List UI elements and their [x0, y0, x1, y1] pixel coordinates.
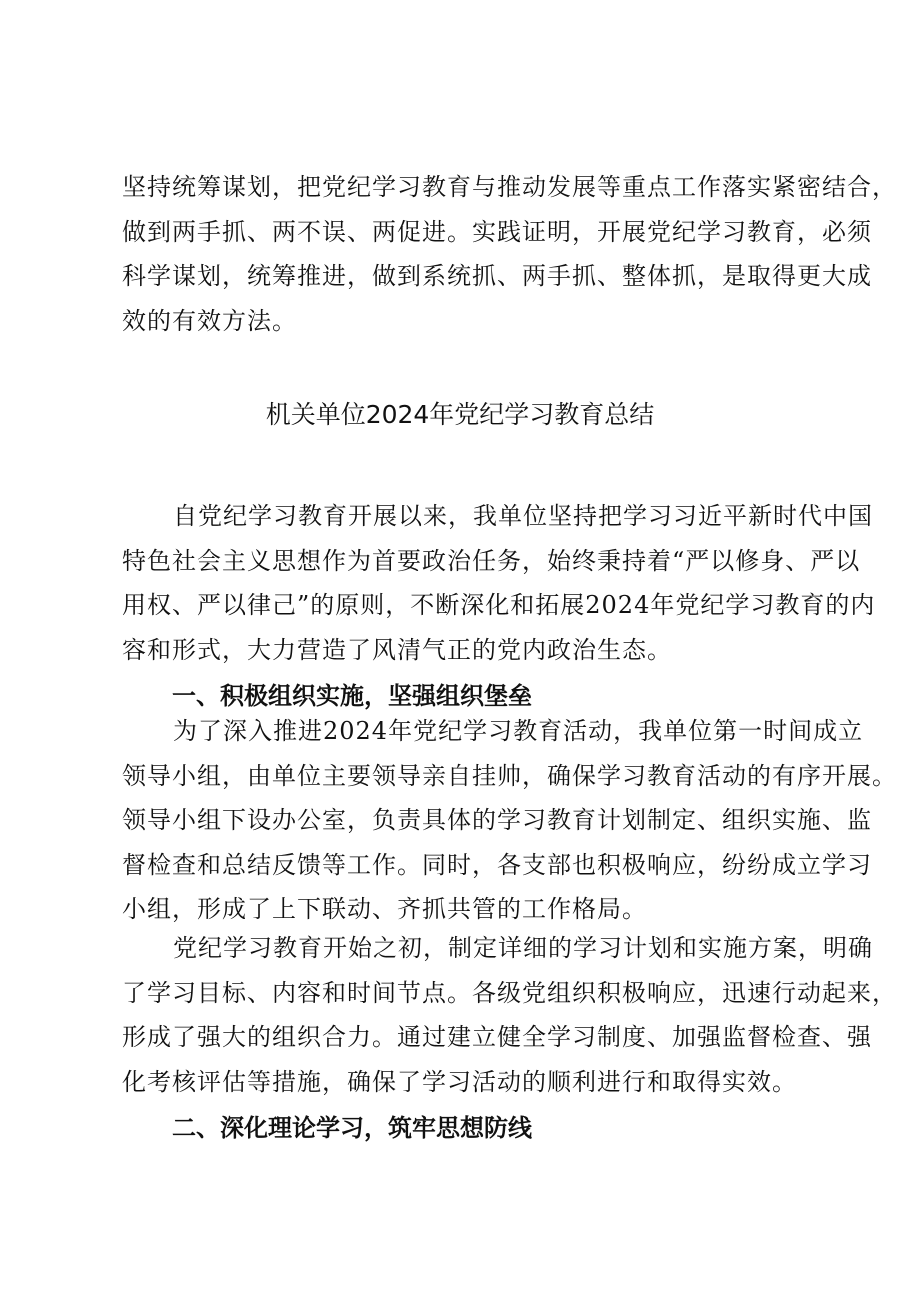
- paragraph-2: [122, 709, 897, 932]
- paragraph-line: 科学谋划，统筹推进，做到系统抓、两手抓、整体抓，是取得更大成: [122, 262, 872, 290]
- paragraph-line: 坚持统筹谋划，把党纪学习教育与推动发展等重点工作落实紧密结合，: [122, 173, 897, 201]
- paragraph-line: 自党纪学习教育开展以来，我单位坚持把学习习近平新时代中国: [173, 502, 873, 530]
- section-heading-1: 一、积极组织实施，坚强组织堡垒: [172, 682, 532, 710]
- paragraph-line: 为了深入推进2024年党纪学习教育活动，我单位第一时间成立: [173, 717, 864, 745]
- section-heading-2: 二、深化理论学习，筑牢思想防线: [172, 1114, 532, 1142]
- paragraph-line: 容和形式，大力营造了风清气正的党内政治生态。: [122, 635, 672, 664]
- document-title: 机关单位2024年党纪学习教育总结: [265, 400, 655, 429]
- paragraph-line: 领导小组，由单位主要领导亲自挂帅，确保学习教育活动的有序开展。: [122, 761, 897, 790]
- paragraph-line: 党纪学习教育开始之初，制定详细的学习计划和实施方案，明确: [173, 934, 873, 962]
- paragraph-line: 领导小组下设办公室，负责具体的学习教育计划制定、组织实施、监: [122, 806, 872, 834]
- paragraph-line: 特色社会主义思想作为首要政治任务，始终秉持着“严以修身、严以: [122, 546, 861, 575]
- paragraph-line: 化考核评估等措施，确保了学习活动的顺利进行和取得实效。: [122, 1067, 797, 1096]
- paragraph-line: 形成了强大的组织合力。通过建立健全学习制度、加强监督检查、强: [122, 1023, 872, 1051]
- paragraph-line: 小组，形成了上下联动、齐抓共管的工作格局。: [122, 895, 647, 923]
- paragraph-1: [122, 494, 876, 672]
- paragraph-line: 效的有效方法。: [122, 306, 297, 335]
- intro-paragraph: [122, 165, 897, 343]
- paragraph-line: 督检查和总结反馈等工作。同时，各支部也积极响应，纷纷成立学习: [122, 850, 872, 879]
- paragraph-3: [122, 926, 897, 1104]
- paragraph-line: 用权、严以律己”的原则，不断深化和拓展2024年党纪学习教育的内: [122, 591, 876, 619]
- paragraph-line: 了学习目标、内容和时间节点。各级党组织积极响应，迅速行动起来，: [122, 978, 897, 1007]
- paragraph-line: 做到两手抓、两不误、两促进。实践证明，开展党纪学习教育，必须: [122, 217, 872, 246]
